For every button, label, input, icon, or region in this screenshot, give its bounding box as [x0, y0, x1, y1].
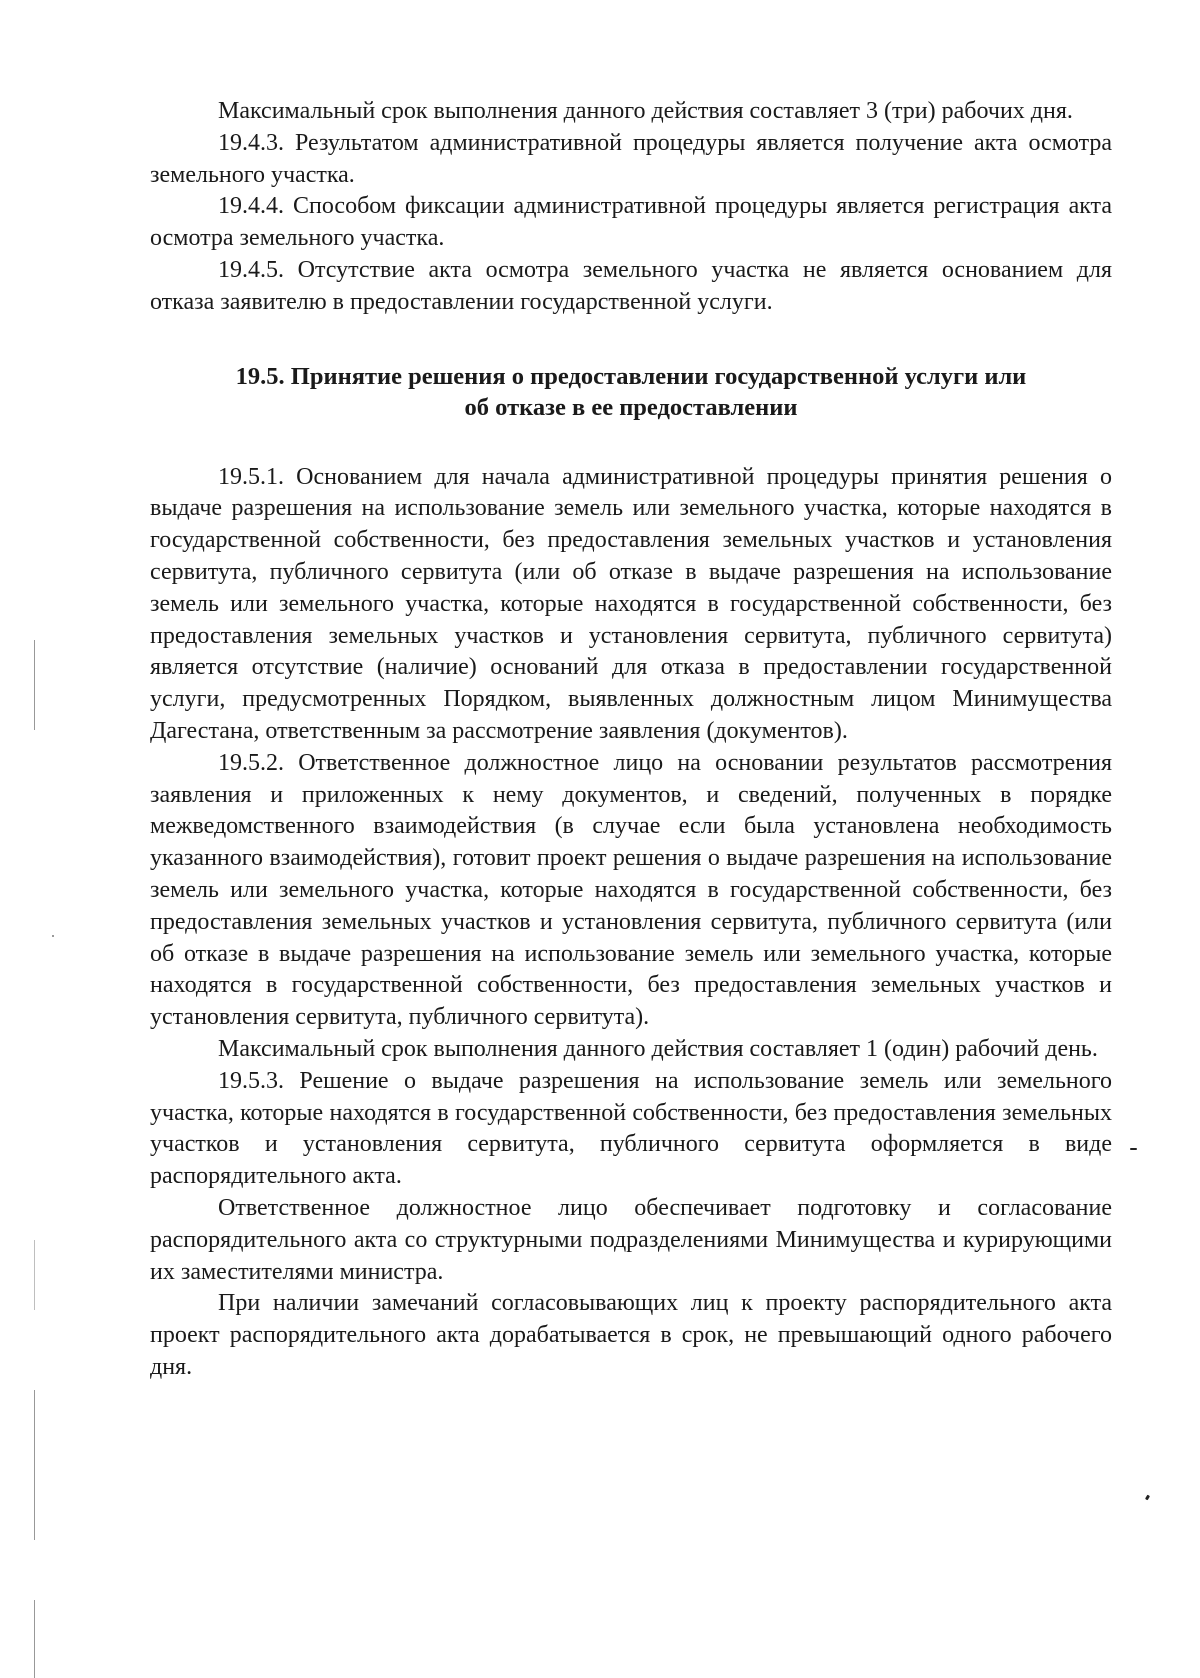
scan-mark [52, 935, 54, 937]
paragraph-19-5-2: 19.5.2. Ответственное должностное лицо на основании результатов рассмотрения заявления и приложенных к нему документов, и сведений, полученных в порядке межведомственного взаимодействия (в случае если была установлена необходимость указанного взаимодействия), готовит проект решения о выдаче разрешения на использование земель или земельного участка, которые находятся в государственной собственности, без предоставления земельных участков и установления сервитута, публичного сервитута (или об отказе в выдаче разрешения на использование земель или земельного участка, которые находятся в государственной собственности, без предоставления земельных участков и установления сервитута, публичного сервитута). [150, 749, 1112, 1031]
section-heading-line: 19.5. Принятие решения о предоставлении государственной услуги или [235, 362, 1027, 390]
paragraph-19-4-3: 19.4.3. Результатом административной процедуры является получение акта осмотра земельного участка. [150, 129, 1112, 188]
scan-margin-line [34, 640, 35, 730]
paragraph-19-4-4: 19.4.4. Способом фиксации административной процедуры является регистрация акта осмотра земельного участка. [150, 193, 1112, 252]
scan-margin-line [34, 1240, 35, 1310]
paragraph: Ответственное должностное лицо обеспечивает подготовку и согласование распорядительного акта со структурными подразделениями Минимущества и курирующими их заместителями министра. [150, 1194, 1112, 1285]
document-body [150, 96, 1112, 1384]
section-heading-19-5 [150, 361, 1112, 424]
section-heading-line: об отказе в ее предоставлении [464, 394, 798, 422]
paragraph: Максимальный срок выполнения данного действия составляет 3 (три) рабочих дня. [218, 98, 1073, 124]
paragraph-19-4-5: 19.4.5. Отсутствие акта осмотра земельного участка не является основанием для отказа заявителю в предоставлении государственной услуги. [150, 256, 1112, 315]
paragraph-19-5-1: 19.5.1. Основанием для начала административной процедуры принятия решения о выдаче разрешения на использование земель или земельного участка, которые находятся в государственной собственности, без предоставления земельных участков и установления сервитута, публичного сервитута (или об отказе в выдаче разрешения на использование земель или земельного участка, которые находятся в государственной собственности, без предоставления земельных участков и установления сервитута, публичного сервитута) является отсутствие (наличие) оснований для отказа в предоставлении государственной услуги, предусмотренных Порядком, выявленных должностным лицом Минимущества Дагестана, ответственным за рассмотрение заявления (документов). [150, 463, 1112, 744]
paragraph-19-5-3: 19.5.3. Решение о выдаче разрешения на использование земель или земельного участка, которые находятся в государственной собственности, без предоставления земельных участков и установления сервитута, публичного сервитута оформляется в виде распорядительного акта. [150, 1067, 1112, 1190]
scan-margin-line [34, 1600, 35, 1678]
paragraph: Максимальный срок выполнения данного действия составляет 1 (один) рабочий день. [218, 1035, 1098, 1062]
scan-mark [1145, 1495, 1150, 1501]
paragraph: При наличии замечаний согласовывающих лиц к проекту распорядительного акта проект распорядительного акта дорабатывается в срок, не превышающий одного рабочего дня. [150, 1290, 1112, 1380]
scan-mark [1130, 1148, 1137, 1150]
scan-margin-line [34, 1390, 35, 1540]
